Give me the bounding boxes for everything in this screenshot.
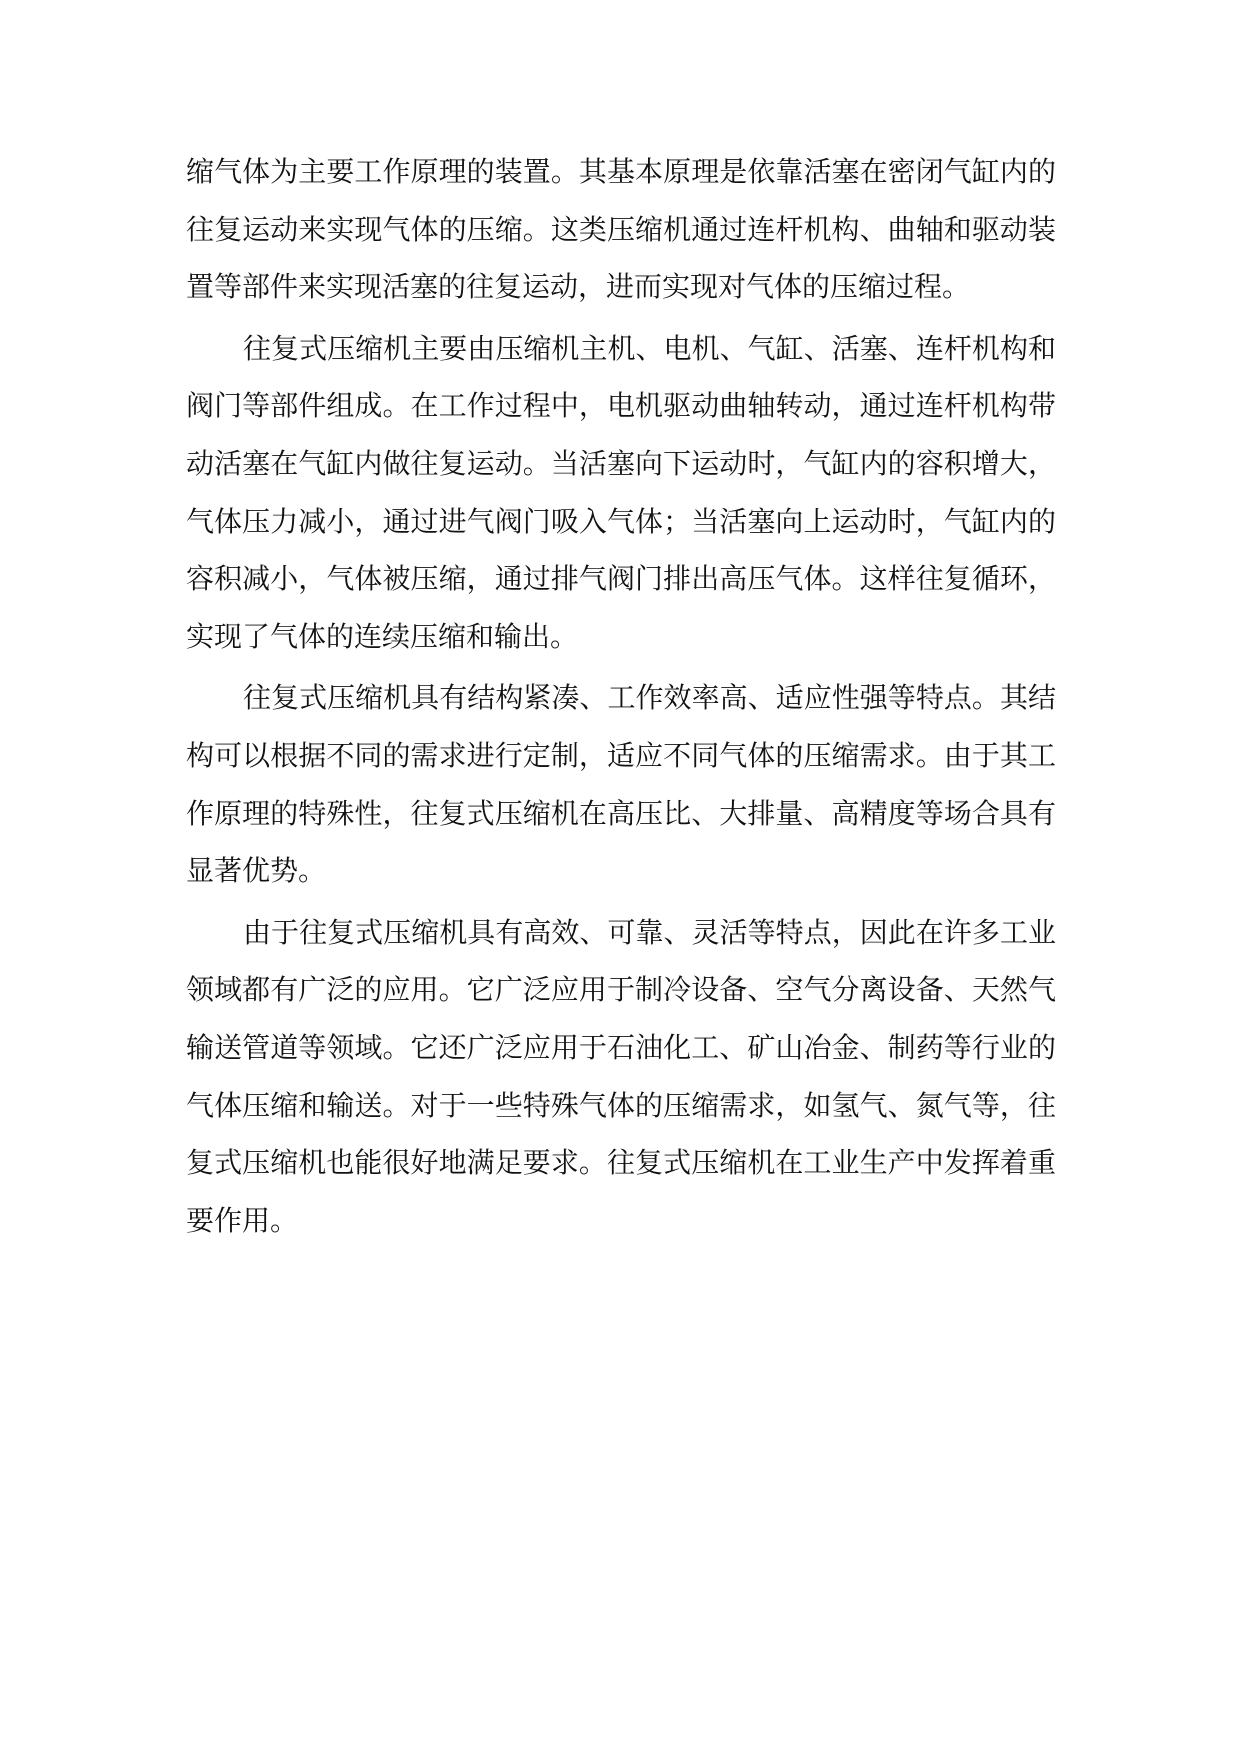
paragraph-4: 由于往复式压缩机具有高效、可靠、灵活等特点，因此在许多工业领域都有广泛的应用。它广泛应用于制冷设备、空气分离设备、天然气输送管道等领域。它还广泛应用于石油化工、矿山冶金、制药等行业的气体压缩和输送。对于一些特殊气体的压缩需求，如氢气、氮气等，往复式压缩机也能很好地满足要求。往复式压缩机在工业生产中发挥着重要作用。: [186, 915, 1056, 1237]
paragraph-2: 往复式压缩机主要由压缩机主机、电机、气缸、活塞、连杆机构和阀门等部件组成。在工作过程中，电机驱动曲轴转动，通过连杆机构带动活塞在气缸内做往复运动。当活塞向下运动时，气缸内的容积增大，气体压力减小，通过进气阀门吸入气体；当活塞向上运动时，气缸内的容积减小，气体被压缩，通过排气阀门排出高压气体。这样往复循环，实现了气体的连续压缩和输出。: [186, 331, 1056, 653]
paragraph-3: 往复式压缩机具有结构紧凑、工作效率高、适应性强等特点。其结构可以根据不同的需求进行定制，适应不同气体的压缩需求。由于其工作原理的特殊性，往复式压缩机在高压比、大排量、高精度等场合具有显著优势。: [186, 681, 1056, 888]
paragraph-1: 缩气体为主要工作原理的装置。其基本原理是依靠活塞在密闭气缸内的往复运动来实现气体的压缩。这类压缩机通过连杆机构、曲轴和驱动装置等部件来实现活塞的往复运动，进而实现对气体的压缩过程。: [186, 155, 1056, 304]
document-body: [186, 143, 1056, 1249]
